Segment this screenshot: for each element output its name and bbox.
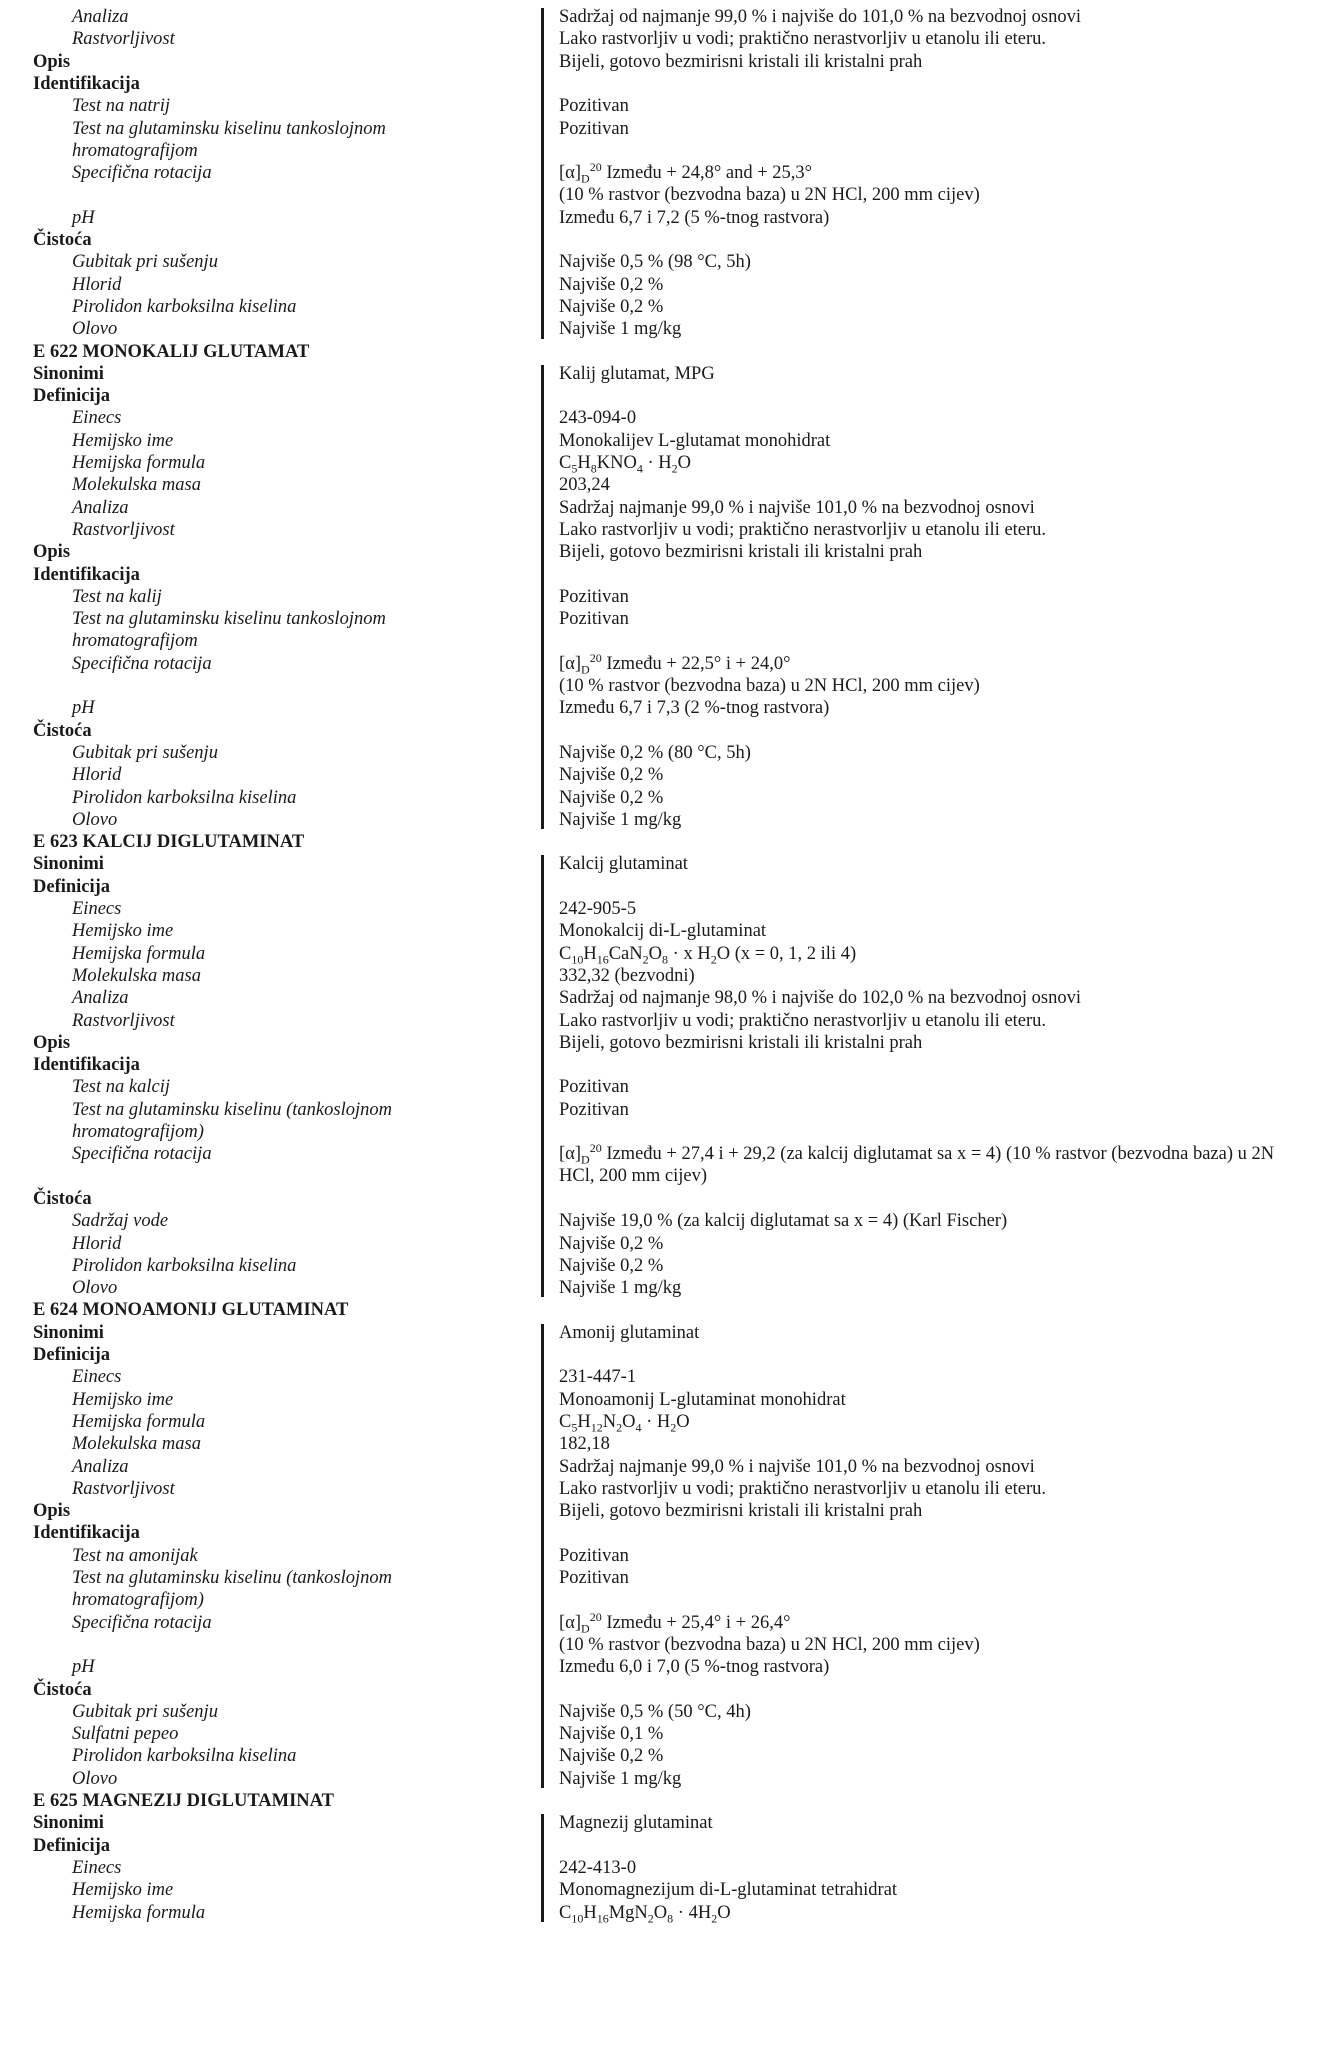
- field-label: Olovo: [72, 809, 118, 830]
- spec-row: [0, 1902, 1340, 1924]
- spec-row: [0, 541, 1340, 563]
- field-value: Najviše 0,2 %: [559, 1746, 664, 1767]
- field-value: Pozitivan: [559, 96, 629, 117]
- field-value: $[\alpha]_D^{20}$ Između + 22,5° i + 24,0°: [559, 650, 791, 677]
- field-value: Sadržaj najmanje 99,0 % i najviše 101,0 % na bezvodnoj osnovi: [559, 1456, 1035, 1477]
- field-label: Test na kalcij: [72, 1077, 170, 1098]
- spec-row: [0, 1433, 1340, 1455]
- spec-row: [0, 1141, 1340, 1187]
- spec-row: [0, 1478, 1340, 1500]
- field-label: Rastvorljivost: [72, 1010, 175, 1031]
- spec-row: [0, 876, 1340, 898]
- field-value: $[\alpha]_D^{20}$ Između + 25,4° i + 26,4°: [559, 1609, 791, 1636]
- field-heading: Definicija: [33, 1345, 111, 1365]
- field-value: Lako rastvorljiv u vodi; praktično nerastvorljiv u etanolu ili eteru.: [559, 1010, 1047, 1031]
- spec-row: [0, 1857, 1340, 1879]
- field-heading: Opis: [33, 542, 71, 563]
- field-label: hromatografijom): [72, 1590, 204, 1611]
- field-label: Test na amonijak: [72, 1545, 198, 1566]
- field-value: Najviše 0,2 %: [559, 274, 664, 295]
- spec-row: [0, 1456, 1340, 1478]
- spec-row: [0, 965, 1340, 987]
- spec-row: [0, 385, 1340, 407]
- field-value: Najviše 1 mg/kg: [559, 1278, 682, 1299]
- column-divider: [541, 1814, 544, 1922]
- spec-row: [0, 1210, 1340, 1232]
- field-label: Rastvorljivost: [72, 29, 175, 50]
- column-divider: [541, 8, 544, 339]
- spec-row: [0, 1277, 1340, 1299]
- spec-row: [0, 519, 1340, 541]
- field-value: Pozitivan: [559, 1099, 629, 1120]
- spec-row: [0, 207, 1340, 229]
- spec-row: [0, 159, 1340, 186]
- field-value: 203,24: [559, 475, 610, 496]
- field-value: $C_{10}H_{16}MgN_2O_8 \cdot 4H_2O$: [559, 1902, 731, 1926]
- spec-row: [0, 987, 1340, 1009]
- spec-row: [0, 1745, 1340, 1767]
- field-value: Pozitivan: [559, 118, 629, 139]
- field-label: Hlorid: [72, 765, 122, 786]
- field-label: Test na glutaminsku kiselinu tankoslojnom: [72, 118, 386, 139]
- spec-row: [0, 1188, 1340, 1210]
- field-label: Olovo: [72, 1278, 118, 1299]
- spec-row: [0, 73, 1340, 95]
- field-value: (10 % rastvor (bezvodna baza) u 2N HCl, 200 mm cijev): [559, 1634, 980, 1655]
- field-label: Hlorid: [72, 1233, 122, 1254]
- spec-row: [0, 28, 1340, 50]
- spec-row: [0, 1634, 1340, 1656]
- spec-row: [0, 1032, 1340, 1054]
- field-label: Test na natrij: [72, 96, 171, 117]
- field-heading: Čistoća: [33, 1679, 92, 1700]
- field-value: Najviše 0,1 %: [559, 1724, 664, 1745]
- spec-row: [0, 1545, 1340, 1567]
- field-value: $[\alpha]_D^{20}$ Između + 24,8° and + 25,3°: [559, 159, 813, 186]
- field-label: hromatografijom: [72, 140, 198, 161]
- field-value: Bijeli, gotovo bezmirisni kristali ili kristalni prah: [559, 51, 923, 72]
- field-label: Analiza: [72, 497, 129, 518]
- field-value: 242-413-0: [559, 1857, 637, 1878]
- spec-row: [0, 1389, 1340, 1411]
- field-label: Hemijsko ime: [72, 430, 174, 451]
- field-label: hromatografijom: [72, 631, 198, 652]
- field-value: (10 % rastvor (bezvodna baza) u 2N HCl, 200 mm cijev): [559, 185, 980, 206]
- field-label: Pirolidon karboksilna kiselina: [72, 787, 297, 808]
- spec-row: [0, 853, 1340, 875]
- field-value: Najviše 1 mg/kg: [559, 1768, 682, 1789]
- field-value: Lako rastvorljiv u vodi; praktično nerastvorljiv u etanolu ili eteru.: [559, 519, 1047, 540]
- field-value: Pozitivan: [559, 1545, 629, 1566]
- spec-row: [0, 1609, 1340, 1636]
- field-heading: Opis: [33, 51, 71, 72]
- field-label: Analiza: [72, 7, 129, 27]
- field-value: Sadržaj od najmanje 98,0 % i najviše do 102,0 % na bezvodnoj osnovi: [559, 988, 1082, 1009]
- spec-row: [0, 363, 1340, 385]
- field-label: Einecs: [72, 899, 122, 919]
- section-heading: E 624 MONOAMONIJ GLUTAMINAT: [33, 1300, 349, 1321]
- field-value: Najviše 0,2 %: [559, 296, 664, 317]
- field-value: Bijeli, gotovo bezmirisni kristali ili kristalni prah: [559, 1501, 923, 1522]
- field-value: Kalij glutamat, MPG: [559, 363, 715, 384]
- field-value: Amonij glutaminat: [559, 1322, 700, 1343]
- spec-row: [0, 1322, 1340, 1344]
- field-label: Specifična rotacija: [72, 163, 212, 184]
- spec-row: [0, 1054, 1340, 1076]
- field-value: Monokalijev L-glutamat monohidrat: [559, 430, 831, 451]
- field-value: Kalcij glutaminat: [559, 854, 688, 875]
- field-value: Monoamonij L-glutaminat monohidrat: [559, 1389, 846, 1410]
- spec-row: [0, 430, 1340, 452]
- field-label: pH: [72, 207, 95, 228]
- section-heading-row: [0, 1790, 1340, 1812]
- field-label: hromatografijom): [72, 1122, 204, 1142]
- field-value: 243-094-0: [559, 408, 637, 429]
- field-label: Einecs: [72, 1857, 122, 1878]
- field-label: Rastvorljivost: [72, 1478, 175, 1499]
- spec-row: [0, 1366, 1340, 1388]
- field-label: Pirolidon karboksilna kiselina: [72, 1255, 297, 1276]
- spec-row: [0, 898, 1340, 920]
- field-label: Hemijsko ime: [72, 1880, 174, 1901]
- spec-row: [0, 1835, 1340, 1857]
- field-heading: Definicija: [33, 1835, 111, 1856]
- spec-row: [0, 1522, 1340, 1544]
- spec-row: [0, 452, 1340, 474]
- field-label: Hemijska formula: [72, 1411, 206, 1432]
- field-value: Monokalcij di-L-glutaminat: [559, 921, 767, 942]
- field-label: Test na kalij: [72, 586, 162, 607]
- spec-row: [0, 1344, 1340, 1366]
- spec-row: [0, 1768, 1340, 1790]
- spec-row: [0, 251, 1340, 273]
- spec-row: [0, 1679, 1340, 1701]
- field-label: Hemijska formula: [72, 1902, 206, 1923]
- field-value: Monomagnezijum di-L-glutaminat tetrahidrat: [559, 1880, 898, 1901]
- section-heading-row: [0, 341, 1340, 363]
- spec-row: [0, 1656, 1340, 1678]
- spec-row: [0, 764, 1340, 786]
- field-heading: Identifikacija: [33, 1055, 140, 1076]
- field-value: Magnezij glutaminat: [559, 1813, 713, 1834]
- field-value: $C_5H_8KNO_4 \cdot H_2O$: [559, 453, 691, 476]
- field-value: $C_5H_{12}N_2O_4 \cdot H_2O$: [559, 1411, 690, 1435]
- spec-row: [0, 630, 1340, 652]
- spec-row: [0, 809, 1340, 831]
- field-value: $C_{10}H_{16}CaN_2O_8 \cdot x$ $H_2O$ (x = 0, 1, 2 ili 4): [559, 943, 857, 967]
- field-label: Gubitak pri sušenju: [72, 252, 218, 273]
- section-heading-row: [0, 1299, 1340, 1321]
- field-value: Sadržaj najmanje 99,0 % i najviše 101,0 % na bezvodnoj osnovi: [559, 497, 1035, 518]
- spec-row: [0, 920, 1340, 942]
- field-label: Test na glutaminsku kiselinu tankoslojnom: [72, 609, 386, 630]
- field-label: pH: [72, 1657, 95, 1678]
- spec-row: [0, 564, 1340, 586]
- field-label: Olovo: [72, 1768, 118, 1789]
- spec-row: [0, 497, 1340, 519]
- field-value: 242-905-5: [559, 899, 637, 919]
- spec-row: [0, 1812, 1340, 1834]
- field-heading: Identifikacija: [33, 1523, 140, 1544]
- field-value: 231-447-1: [559, 1367, 637, 1388]
- field-value: 332,32 (bezvodni): [559, 965, 695, 986]
- spec-row: [0, 608, 1340, 630]
- field-value: Sadržaj od najmanje 99,0 % i najviše do 101,0 % na bezvodnoj osnovi: [559, 7, 1082, 27]
- field-value: Između 6,0 i 7,0 (5 %-tnog rastvora): [559, 1657, 830, 1678]
- spec-row: [0, 1567, 1340, 1589]
- spec-row: [0, 51, 1340, 73]
- field-value: Između 6,7 i 7,2 (5 %-tnog rastvora): [559, 207, 830, 228]
- field-label: Hemijsko ime: [72, 921, 174, 942]
- field-heading: Sinonimi: [33, 854, 104, 875]
- field-value: $[\alpha]_D^{20}$ Između + 27,4 i + 29,2 (za kalcij diglutamat sa x = 4) (10 % rastvor (bezvodna baza) u 2N HCl, 200 mm cijev): [559, 1141, 1275, 1187]
- spec-row: [0, 1076, 1340, 1098]
- section-heading: E 622 MONOKALIJ GLUTAMAT: [33, 341, 310, 362]
- field-value: Najviše 0,2 %: [559, 787, 664, 808]
- column-divider: [541, 1324, 544, 1788]
- field-label: Molekulska masa: [72, 475, 201, 496]
- field-value: (10 % rastvor (bezvodna baza) u 2N HCl, 200 mm cijev): [559, 676, 980, 696]
- field-value: Bijeli, gotovo bezmirisni kristali ili kristalni prah: [559, 542, 923, 563]
- field-value: Između 6,7 i 7,3 (2 %-tnog rastvora): [559, 698, 830, 719]
- spec-row: [0, 1500, 1340, 1522]
- field-value: Najviše 0,2 %: [559, 765, 664, 786]
- spec-row: [0, 1411, 1340, 1433]
- field-label: Molekulska masa: [72, 1434, 201, 1455]
- field-label: Olovo: [72, 319, 118, 340]
- field-label: Einecs: [72, 1367, 122, 1388]
- spec-row: [0, 650, 1340, 677]
- field-label: Sadržaj vode: [72, 1211, 169, 1232]
- field-heading: Sinonimi: [33, 1322, 104, 1343]
- field-value: Najviše 1 mg/kg: [559, 809, 682, 830]
- field-value: Najviše 0,2 % (80 °C, 5h): [559, 742, 751, 763]
- field-heading: Čistoća: [33, 230, 92, 250]
- spec-row: [0, 1589, 1340, 1611]
- field-label: Specifična rotacija: [72, 1144, 212, 1165]
- spec-row: [0, 1233, 1340, 1255]
- field-value: Najviše 0,2 %: [559, 1255, 664, 1276]
- field-heading: Sinonimi: [33, 1813, 104, 1834]
- spec-row: [0, 95, 1340, 117]
- spec-row: [0, 229, 1340, 251]
- spec-row: [0, 742, 1340, 764]
- field-value: Pozitivan: [559, 609, 629, 630]
- spec-row: [0, 6, 1340, 28]
- field-value: Lako rastvorljiv u vodi; praktično nerastvorljiv u etanolu ili eteru.: [559, 1478, 1047, 1499]
- spec-row: [0, 943, 1340, 965]
- column-divider: [541, 365, 544, 829]
- field-value: Najviše 0,2 %: [559, 1233, 664, 1254]
- spec-row: [0, 184, 1340, 206]
- field-heading: Opis: [33, 1032, 71, 1053]
- field-label: Gubitak pri sušenju: [72, 742, 218, 763]
- spec-row: [0, 586, 1340, 608]
- spec-row: [0, 1701, 1340, 1723]
- field-value: Bijeli, gotovo bezmirisni kristali ili kristalni prah: [559, 1032, 923, 1053]
- field-label: Specifična rotacija: [72, 1612, 212, 1633]
- field-label: Molekulska masa: [72, 965, 201, 986]
- section-heading: E 625 MAGNEZIJ DIGLUTAMINAT: [33, 1791, 334, 1811]
- spec-row: [0, 1879, 1340, 1901]
- spec-row: [0, 787, 1340, 809]
- field-heading: Čistoća: [33, 720, 92, 741]
- field-value: Najviše 19,0 % (za kalcij diglutamat sa x = 4) (Karl Fischer): [559, 1211, 1008, 1232]
- field-value: Najviše 1 mg/kg: [559, 319, 682, 340]
- field-label: Hemijsko ime: [72, 1389, 174, 1410]
- field-value: 182,18: [559, 1434, 610, 1455]
- spec-row: [0, 1010, 1340, 1032]
- field-label: Pirolidon karboksilna kiselina: [72, 1746, 297, 1767]
- field-heading: Definicija: [33, 876, 111, 897]
- section-heading-row: [0, 831, 1340, 853]
- field-value: Najviše 0,5 % (98 °C, 5h): [559, 252, 751, 273]
- field-label: Test na glutaminsku kiselinu (tankoslojnom: [72, 1099, 392, 1120]
- field-label: Specifična rotacija: [72, 653, 212, 674]
- field-value: Pozitivan: [559, 1077, 629, 1098]
- field-label: Pirolidon karboksilna kiselina: [72, 296, 297, 317]
- field-heading: Čistoća: [33, 1188, 92, 1209]
- spec-row: [0, 140, 1340, 162]
- spec-row: [0, 697, 1340, 719]
- spec-row: [0, 1099, 1340, 1121]
- field-heading: Identifikacija: [33, 73, 140, 94]
- field-label: Rastvorljivost: [72, 519, 175, 540]
- field-label: Einecs: [72, 408, 122, 429]
- field-value: Najviše 0,5 % (50 °C, 4h): [559, 1701, 751, 1722]
- spec-row: [0, 318, 1340, 340]
- spec-row: [0, 474, 1340, 496]
- field-label: Test na glutaminsku kiselinu (tankoslojnom: [72, 1568, 392, 1588]
- spec-row: [0, 274, 1340, 296]
- field-label: Analiza: [72, 1456, 129, 1477]
- field-heading: Sinonimi: [33, 363, 104, 384]
- spec-row: [0, 296, 1340, 318]
- field-value: Lako rastvorljiv u vodi; praktično nerastvorljiv u etanolu ili eteru.: [559, 29, 1047, 50]
- spec-row: [0, 720, 1340, 742]
- field-label: Analiza: [72, 988, 129, 1009]
- field-value: Pozitivan: [559, 586, 629, 607]
- field-label: Gubitak pri sušenju: [72, 1701, 218, 1722]
- field-label: Sulfatni pepeo: [72, 1724, 179, 1745]
- spec-row: [0, 675, 1340, 697]
- field-label: Hemijska formula: [72, 453, 206, 473]
- spec-row: [0, 1723, 1340, 1745]
- column-divider: [541, 855, 544, 1297]
- field-value: Pozitivan: [559, 1568, 629, 1588]
- field-label: pH: [72, 698, 95, 719]
- field-label: Hlorid: [72, 274, 122, 295]
- spec-row: [0, 118, 1340, 140]
- field-heading: Definicija: [33, 386, 111, 407]
- spec-row: [0, 1255, 1340, 1277]
- spec-row: [0, 1121, 1340, 1143]
- field-label: Hemijska formula: [72, 943, 206, 964]
- field-heading: Identifikacija: [33, 564, 140, 585]
- section-heading: E 623 KALCIJ DIGLUTAMINAT: [33, 832, 305, 853]
- field-heading: Opis: [33, 1501, 71, 1522]
- spec-row: [0, 407, 1340, 429]
